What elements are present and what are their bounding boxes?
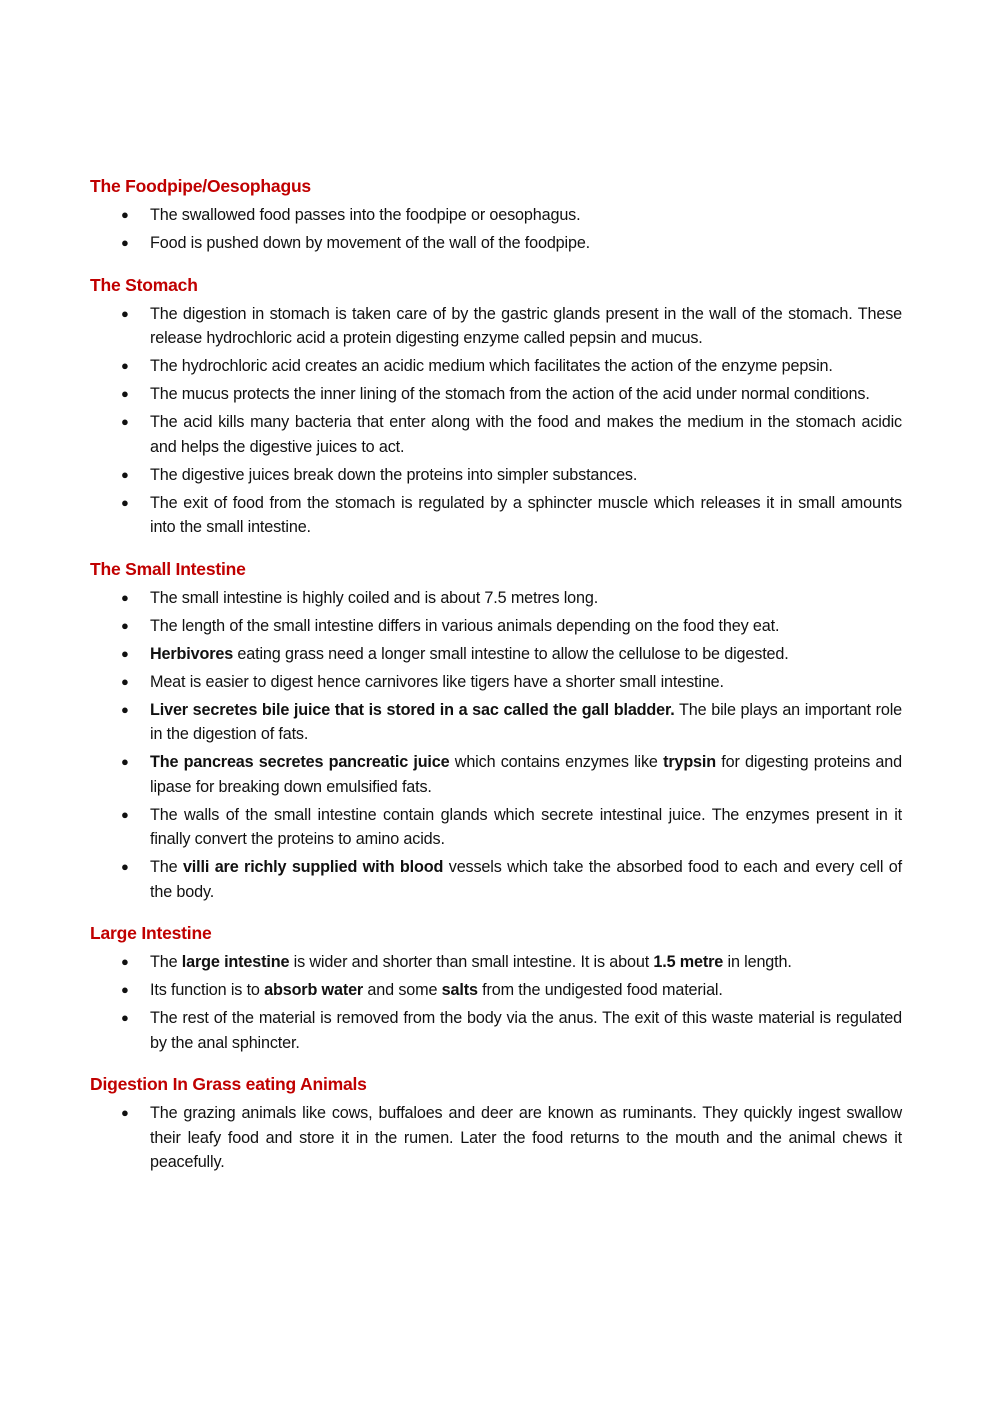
list-item [90,354,902,379]
text: Food is pushed down by movement of the wall of the foodpipe. [150,234,591,252]
bold-text: trypsin [663,753,716,771]
bullet-icon: ● [121,207,129,222]
bullet-icon: ● [121,1010,129,1025]
bullet-icon: ● [121,466,129,482]
bullet-list [90,302,902,540]
text: The hydrochloric acid creates an acidic medium which facilitates the action of the enzyme pepsin. [150,357,833,375]
bold-text: 1.5 metre [653,953,724,971]
text: The [150,858,183,876]
bullet-icon: ● [121,754,129,769]
section-heading: The Stomach [90,274,198,295]
text: The bile plays an important role in the digestion of fats. [150,700,902,743]
section [90,174,902,256]
text: from the undigested food material. [477,981,723,999]
section [90,921,902,1055]
bullet-icon: ● [121,386,129,401]
bullet-icon: ● [121,358,129,373]
text: The length of the small intestine differs in various animals depending on the food they eat. [150,616,780,635]
list-item [90,950,902,975]
bullet-icon: ● [121,305,129,321]
bullet-icon: ● [121,414,129,429]
text: The [150,953,182,971]
list-item [90,302,902,351]
text: Its function is to [150,981,265,999]
text: in length. [723,953,792,971]
text: The grazing animals like cows, buffaloes and deer are known as ruminants. They quickly ingest swallow their leafy food and store it in the rumen. Later the food returns to the mouth and the animal chews it peacefully. [150,1104,902,1171]
list-item [90,1101,902,1175]
bold-text: absorb water [264,981,364,999]
section-heading: Large Intestine [90,923,212,943]
bullet-list [90,1101,902,1175]
list-item [90,410,902,459]
text: is wider and shorter than small intestine. It is about [289,953,654,971]
list-item [90,642,902,667]
bullet-list [90,203,902,256]
text: The digestion in stomach is taken care of by the gastric glands present in the wall of the stomach. These release hydrochloric acid a protein digesting enzyme called pepsin and mucus. [150,304,902,347]
bullet-icon: ● [121,806,129,822]
section-heading: The Small Intestine [90,558,246,579]
section [90,273,902,540]
list-item [90,803,902,852]
section [90,1072,902,1175]
text: The exit of food from the stomach is regulated by a sphincter muscle which releases it in small amounts into the small intestine. [150,493,902,536]
bold-text: villi are richly supplied with blood [182,858,444,876]
list-item [90,978,902,1003]
text: and some [363,981,442,999]
text: eating grass need a longer small intestine to allow the cellulose to be digested. [233,644,789,663]
bold-text: The pancreas secretes pancreatic juice [150,753,450,771]
bullet-icon: ● [121,617,129,633]
list-item [90,614,902,639]
bold-text: Herbivores [150,644,234,663]
bullet-icon: ● [121,954,129,969]
bullet-icon: ● [121,235,129,250]
list-item [90,231,902,256]
text: The walls of the small intestine contain glands which secrete intestinal juice. The enzymes present in it finally convert the proteins to amino acids. [150,805,902,848]
bullet-icon: ● [121,1105,129,1120]
bullet-icon: ● [121,589,129,605]
list-item [90,670,902,695]
list-item [90,491,902,540]
bullet-icon: ● [121,494,129,510]
bullet-icon: ● [121,982,129,997]
text: The rest of the material is removed from the body via the anus. The exit of this waste material is regulated by the anal sphincter. [150,1009,902,1052]
bold-text: large intestine [181,953,290,971]
bold-text: Liver secretes bile juice that is stored in a sac called the gall bladder. [150,700,675,719]
document-page [90,174,902,1192]
text: Meat is easier to digest hence carnivores like tigers have a shorter small intestine. [150,672,724,691]
section-heading: Digestion In Grass eating Animals [90,1074,367,1094]
list-item [90,855,902,904]
bullet-icon: ● [121,701,129,717]
list-item [90,586,902,611]
text: The mucus protects the inner lining of the stomach from the action of the acid under normal conditions. [150,385,870,403]
bullet-icon: ● [121,645,129,661]
list-item [90,698,902,747]
text: which contains enzymes like [449,753,664,771]
bullet-icon: ● [121,673,129,689]
text: for digesting proteins and lipase for breaking down emulsified fats. [150,753,902,796]
text: The acid kills many bacteria that enter along with the food and makes the medium in the stomach acidic and helps the digestive juices to act. [150,413,902,456]
section [90,557,902,905]
section-heading: The Foodpipe/Oesophagus [90,176,311,196]
list-item [90,750,902,799]
bullet-list [90,586,902,905]
list-item [90,1006,902,1055]
text: The swallowed food passes into the foodpipe or oesophagus. [150,206,581,224]
text: The digestive juices break down the proteins into simpler substances. [150,465,638,484]
text: vessels which take the absorbed food to each and every cell of the body. [150,858,903,901]
bold-text: salts [441,981,478,999]
bullet-list [90,950,902,1055]
list-item [90,463,902,488]
bullet-icon: ● [121,859,129,874]
list-item [90,203,902,228]
list-item [90,382,902,407]
text: The small intestine is highly coiled and is about 7.5 metres long. [150,588,599,607]
